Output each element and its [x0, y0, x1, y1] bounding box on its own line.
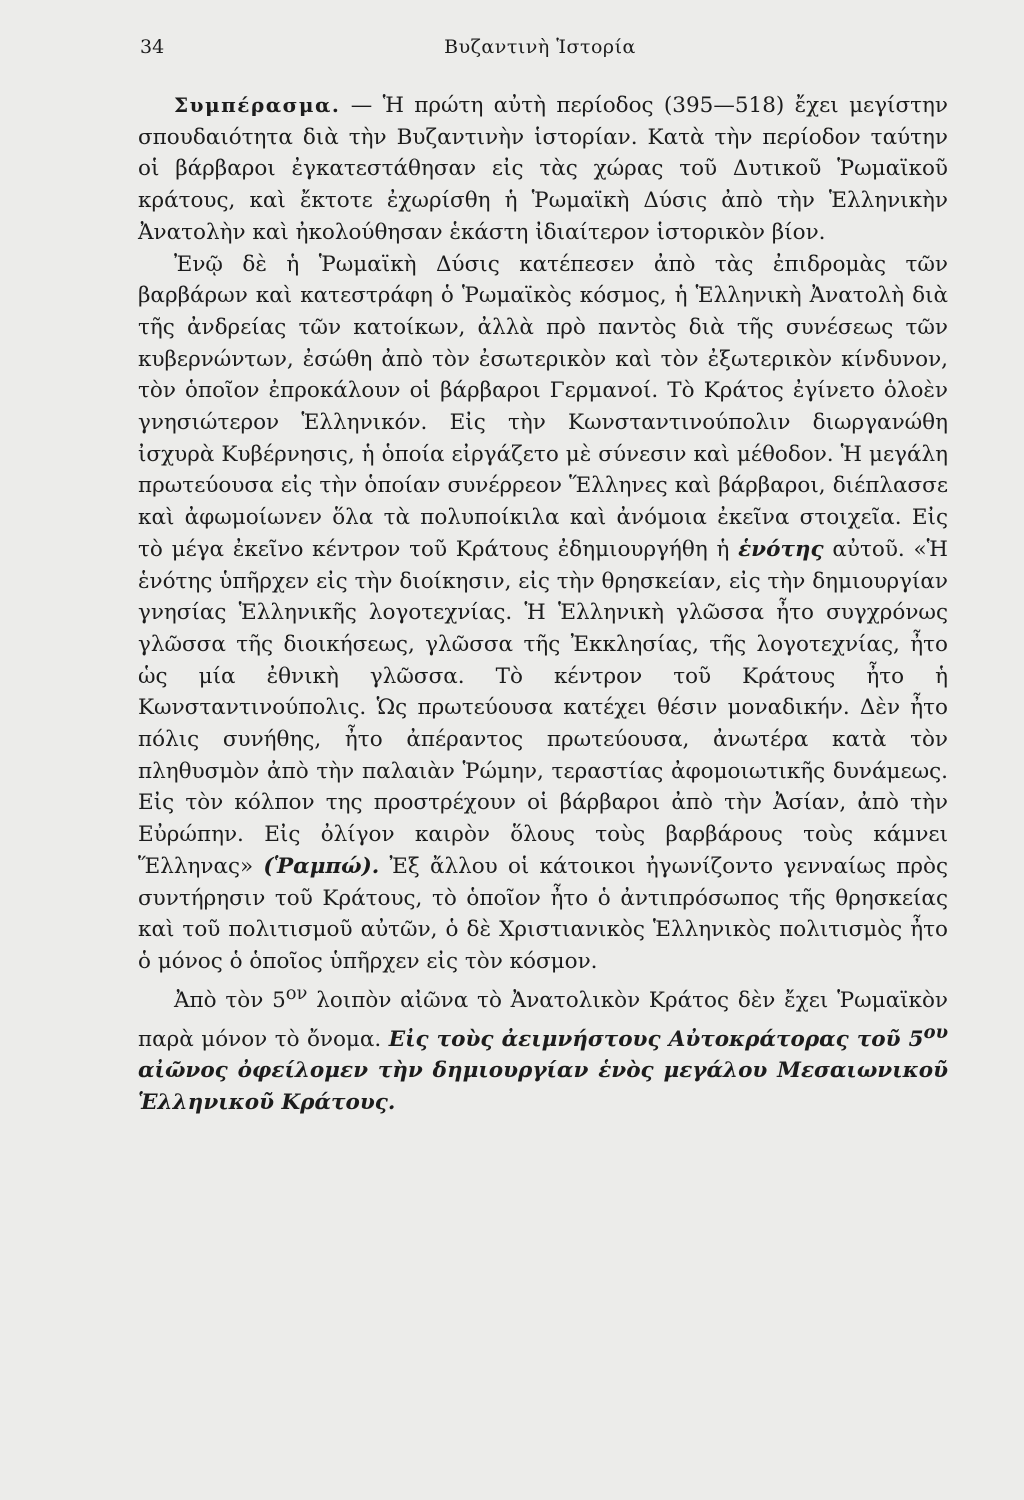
emphasis-unity: ἑνότης: [738, 536, 824, 562]
page-number: 34: [140, 36, 165, 58]
emphasis-conclusion: αἰῶνος ὀφείλομεν τὴν δημιουργίαν ἑνὸς μεγάλου Μεσαιωνικοῦ Ἑλληνικοῦ Κράτους.: [138, 1058, 948, 1116]
superscript-ordinal: ον: [285, 982, 308, 1004]
citation-rambaud: (Ῥαμπώ).: [263, 853, 380, 879]
paragraph-text: αὐτοῦ. «Ἡ ἑνότης ὑπῆρχεν εἰς τὴν διοίκησιν, εἰς τὴν θρησκείαν, εἰς τὴν δημιουργίαν γνησίας Ἑλληνικῆς λογοτεχνίας. Ἡ Ἑλληνικὴ γλῶσσα ἦτο συγχρόνως γλῶσσα τῆς διοικήσεως, γλῶσσα τῆς Ἐκκλησίας, τῆς λογοτεχνίας, ἦτο ὡς μία ἐθνικὴ γλῶσσα. Τὸ κέντρον τοῦ Κράτους ἦτο ἡ Κωνσταντινούπολις. Ὡς πρωτεύουσα κατέχει θέσιν μοναδικήν. Δὲν ἦτο πόλις συνήθης, ἦτο ἀπέραντος πρωτεύουσα, ἀνωτέρα κατὰ τὸν πληθυσμὸν ἀπὸ τὴν παλαιὰν Ῥώμην, τεραστίας ἀφομοιωτικῆς δυνάμεως. Εἰς τὸν κόλπον της προστρέχουν οἱ βάρβαροι ἀπὸ τὴν Ἀσίαν, ἀπὸ τὴν Εὐρώπην. Εἰς ὀλίγον καιρὸν ὅλους τοὺς βαρβάρους τοὺς κάμνει Ἕλληνας»: [138, 536, 948, 879]
superscript-ordinal: ου: [923, 1021, 948, 1043]
emphasis-conclusion: Εἰς τοὺς ἀειμνήστους Αὐτοκράτορας τοῦ 5: [388, 1026, 924, 1052]
paragraph-fifth-century: [138, 978, 948, 1119]
running-title: Βυζαντινὴ Ἱστορία: [444, 36, 636, 58]
paragraph-text: — Ἡ πρώτη αὐτὴ περίοδος (395—518) ἔχει μεγίστην σπουδαιότητα διὰ τὴν Βυζαντινὴν ἱστορίαν. Κατὰ τὴν περίοδον ταύτην οἱ βάρβαροι ἐγκατεστάθησαν εἰς τὰς χώρας τοῦ Δυτικοῦ Ῥωμαϊκοῦ κράτους, καὶ ἔκτοτε ἐχωρίσθη ἡ Ῥωμαϊκὴ Δύσις ἀπὸ τὴν Ἑλληνικὴν Ἀνατολὴν καὶ ἠκολούθησαν ἑκάστη ἰδιαίτερον ἱστορικὸν βίον.: [138, 93, 948, 245]
paragraph-text: Ἀπὸ τὸν 5: [174, 987, 286, 1013]
paragraph-text: Ἐνῷ δὲ ἡ Ῥωμαϊκὴ Δύσις κατέπεσεν ἀπὸ τὰς ἐπιδρομὰς τῶν βαρβάρων καὶ κατεστράφη ὁ Ῥωμαϊκὸς κόσμος, ἡ Ἑλληνικὴ Ἀνατολὴ διὰ τῆς ἀνδρείας τῶν κατοίκων, ἀλλὰ πρὸ παντὸς διὰ τῆς συνέσεως τῶν κυβερνώντων, ἐσώθη ἀπὸ τὸν ἐσωτερικὸν καὶ τὸν ἐξωτερικὸν κίνδυνον, τὸν ὁποῖον ἐπροκάλουν οἱ βάρβαροι Γερμανοί. Τὸ Κράτος ἐγίνετο ὁλοὲν γνησιώτερον Ἑλληνικόν. Εἰς τὴν Κωνσταντινούπολιν διωργανώθη ἰσχυρὰ Κυβέρνησις, ἡ ὁποία εἰργάζετο μὲ σύνεσιν καὶ μέθοδον. Ἡ μεγάλη πρωτεύουσα εἰς τὴν ὁποίαν συνέρρεον Ἕλληνες καὶ βάρβαροι, διέπλασσε καὶ ἀφωμοίωνεν ὅλα τὰ πολυποίκιλα καὶ ἀνόμοια ἐκεῖνα στοιχεῖα. Εἰς τὸ μέγα ἐκεῖνο κέντρον τοῦ Κράτους ἐδημιουργήθη ἡ: [138, 251, 948, 562]
section-lead: Συμπέρασμα.: [174, 93, 341, 117]
paragraph-conclusion: [138, 90, 948, 249]
paragraph-text: λοιπὸν αἰῶνα τὸ Ἀνατολικὸν Κράτος δὲν ἔχει Ῥωμαϊκὸν παρὰ μόνον τὸ ὄνομα.: [138, 987, 948, 1052]
page-header: [140, 32, 940, 64]
body-text: [138, 90, 948, 1119]
paragraph-east-west: [138, 249, 948, 978]
paragraph-text: Ἐξ ἄλλου οἱ κάτοικοι ἠγωνίζοντο γενναίως πρὸς συντήρησιν τοῦ Κράτους, τὸ ὁποῖον ἦτο ὁ ἀντιπρόσωπος τῆς θρησκείας καὶ τοῦ πολιτισμοῦ αὐτῶν, ὁ δὲ Χριστιανικὸς Ἑλληνικὸς πολιτισμὸς ἦτο ὁ μόνος ὁ ὁποῖος ὑπῆρχεν εἰς τὸν κόσμον.: [138, 853, 949, 974]
